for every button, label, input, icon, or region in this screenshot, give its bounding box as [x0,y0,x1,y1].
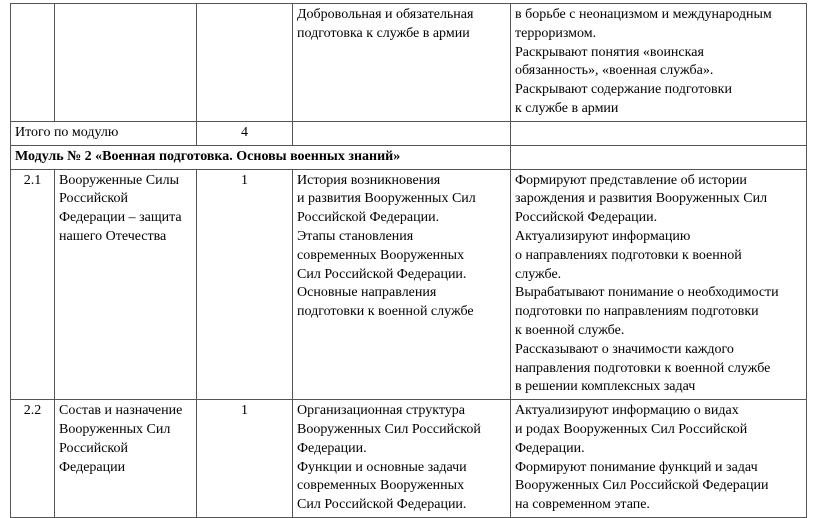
topic-cell [293,400,511,518]
activity-line: о направлениях подготовки к военной [515,247,742,263]
activity-line: Российской Федерации. [515,210,658,226]
topic-line: Этапы становления [297,228,414,244]
activity-line: терроризмом. [515,25,597,41]
topic-line: современных Вооруженных [297,478,465,494]
activity-cell [511,169,807,400]
activity-line: Раскрывают понятия «воинская [515,44,704,60]
topic-line: Добровольная и обязательная [297,7,474,22]
topic-line: Сил Российской Федерации. [297,497,467,513]
activity-cell [511,400,807,518]
activity-line: Актуализируют информацию [515,228,691,244]
empty-cell [511,145,807,169]
table-row [11,400,807,518]
empty-cell [511,122,807,146]
activity-line: в решении комплексных задач [515,379,696,395]
total-row [11,122,807,146]
activity-line: Раскрывают содержание подготовки [515,82,732,98]
total-hours: 4 [197,122,293,146]
num-cell [11,4,55,122]
activity-line: Вооруженных Сил Российской Федерации [515,478,769,494]
topic-line: Функции и основные задачи [297,459,467,475]
topic-line: Сил Российской Федерации. [297,266,467,282]
activity-line: Актуализируют информацию о видах [515,403,739,419]
activity-line: службе. [515,266,562,282]
activity-line: зарождения и развития Вооруженных Сил [515,191,768,207]
topic-cell [293,4,511,122]
activity-line: Формируют понимание функций и задач [515,459,758,475]
section-line: Вооруженных Сил [59,421,171,437]
row-hours: 1 [197,169,293,400]
total-label: Итого по модулю [11,122,197,146]
topic-line: История возникновения [297,172,441,188]
topic-line: подготовка к службе в армии [297,25,470,41]
section-line: нашего Отечества [59,228,167,244]
row-number: 2.1 [11,169,55,400]
activity-line: к службе в армии [515,100,619,116]
row-hours: 1 [197,400,293,518]
topic-line: Основные направления [297,285,437,301]
activity-cell [511,4,807,122]
section-line: Федерации [59,459,126,475]
section-line: Состав и назначение [59,403,183,419]
topic-line: Вооруженных Сил Российской [297,421,481,437]
activity-line: Федерации. [515,440,585,456]
section-line: Российской [59,440,128,456]
activity-line: Рассказывают о значимости каждого [515,341,734,357]
section-cell [55,169,197,400]
activity-line: к военной службе. [515,322,625,338]
activity-line: Формируют представление об истории [515,172,747,188]
activity-line: подготовки по направлениям подготовки [515,304,759,320]
topic-line: Организационная структура [297,403,465,419]
activity-line: на современном этапе. [515,497,650,513]
topic-cell [293,169,511,400]
activity-line: в борьбе с неонацизмом и международным [515,7,772,22]
topic-line: Федерации. [297,440,367,456]
empty-cell [293,122,511,146]
row-number: 2.2 [11,400,55,518]
section-line: Вооруженные Силы [59,172,179,188]
topic-line: подготовки к военной службе [297,304,474,320]
module-title: Модуль № 2 «Военная подготовка. Основы военных знаний» [11,145,511,169]
section-line: Российской [59,191,128,207]
curriculum-table [10,3,807,518]
section-cell [55,4,197,122]
module-header-row [11,145,807,169]
hours-cell [197,4,293,122]
table-row [11,169,807,400]
section-line: Федерации – защита [59,210,182,226]
table-row-continuation [11,4,807,122]
section-cell [55,400,197,518]
activity-line: обязанность», «военная служба». [515,63,714,79]
activity-line: направления подготовки к военной службе [515,360,771,376]
topic-line: Российской Федерации. [297,210,440,226]
activity-line: Вырабатывают понимание о необходимости [515,285,779,301]
topic-line: и развития Вооруженных Сил [297,191,476,207]
topic-line: современных Вооруженных [297,247,465,263]
activity-line: и родах Вооруженных Сил Российской [515,421,748,437]
